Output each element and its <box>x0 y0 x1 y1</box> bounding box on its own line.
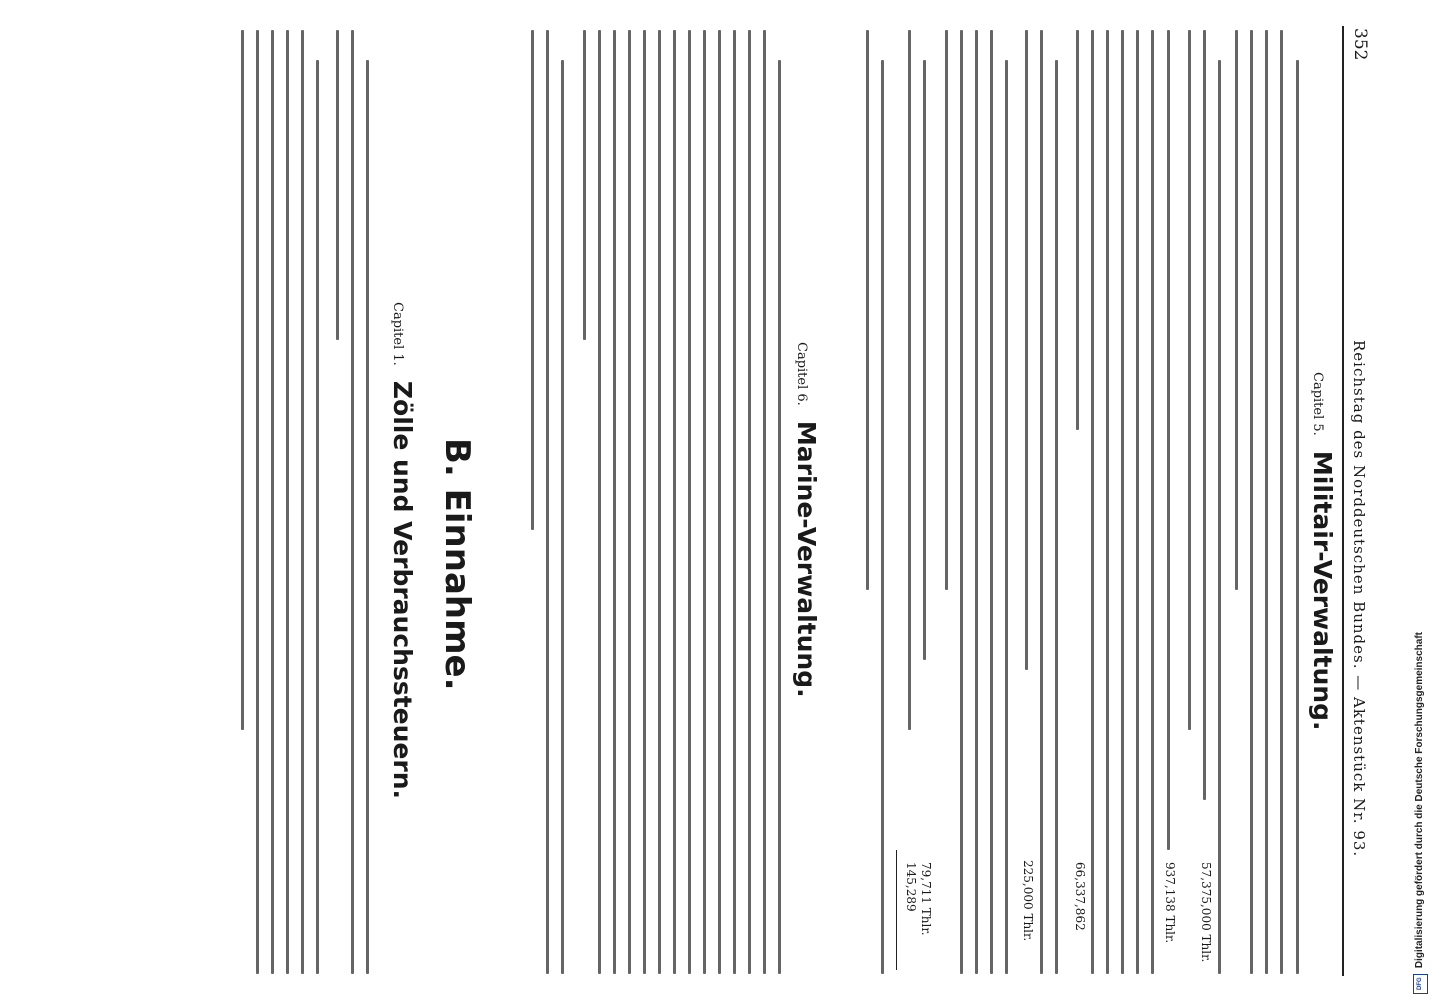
text-line <box>945 30 948 590</box>
text-line <box>316 60 319 974</box>
text-line <box>866 30 869 590</box>
running-head-title: Reichstag des Norddeutschen Bundes. — Aktenstück Nr. 93. <box>1350 340 1368 858</box>
text-line <box>960 30 963 974</box>
text-line <box>673 30 676 974</box>
text-line <box>1280 30 1283 974</box>
text-line <box>990 30 993 974</box>
text-line <box>531 30 534 530</box>
amount-a5: 79,711 Thlr. <box>919 862 933 936</box>
footer-credit-text: Digitalisierung gefördert durch die Deutsche Forschungsgemeinschaft <box>1414 631 1425 968</box>
footer-credit-strip <box>1410 0 1432 1000</box>
text-line <box>763 30 766 974</box>
amount-a6: 145,289 <box>904 862 918 912</box>
chapter-5-title: Militair-Verwaltung. <box>1308 450 1337 731</box>
page-number: 352 <box>1350 28 1370 61</box>
text-line <box>718 30 721 974</box>
chapter-1-title: Zölle und Verbrauchssteuern. <box>388 380 417 800</box>
amount-a4: 225,000 Thlr. <box>1021 860 1035 942</box>
amount-a2: 57,375,000 Thlr. <box>1199 862 1213 963</box>
sum-rule <box>896 850 897 970</box>
text-line <box>703 30 706 974</box>
chapter-6-heading <box>792 342 821 698</box>
text-line <box>1005 60 1008 974</box>
text-line <box>1203 30 1206 800</box>
text-line <box>546 30 549 974</box>
text-line <box>241 30 244 730</box>
text-line <box>881 60 884 974</box>
dfg-logo: DFG <box>1413 974 1428 994</box>
text-line <box>561 60 564 974</box>
header-rule <box>1342 26 1344 976</box>
text-line <box>1136 30 1139 974</box>
text-line <box>1076 30 1079 430</box>
text-line <box>688 30 691 974</box>
text-line <box>1265 30 1268 974</box>
chapter-5-label: Capitel 5. <box>1310 372 1325 436</box>
text-line <box>1167 30 1170 850</box>
text-line <box>1055 60 1058 974</box>
text-line <box>1121 30 1124 974</box>
text-line <box>1040 30 1043 974</box>
text-line <box>1025 30 1028 670</box>
text-line <box>733 30 736 974</box>
chapter-6-label: Capitel 6. <box>794 342 809 406</box>
text-line <box>1296 60 1299 974</box>
part-b-title: B. Einnahme. <box>437 438 477 691</box>
amount-a1: 937,138 Thlr. <box>1163 862 1177 944</box>
text-line <box>1091 30 1094 974</box>
text-line <box>1235 30 1238 590</box>
chapter-5-heading <box>1308 372 1337 731</box>
chapter-1-heading <box>388 302 417 799</box>
text-line <box>286 30 289 974</box>
text-line <box>778 60 781 974</box>
text-line <box>1151 30 1154 974</box>
text-line <box>1106 30 1109 974</box>
text-line <box>1250 30 1253 974</box>
text-line <box>748 30 751 974</box>
text-line <box>908 30 911 730</box>
text-line <box>366 60 369 974</box>
text-line <box>628 30 631 974</box>
amount-a3: 66,337,862 <box>1073 862 1087 931</box>
text-line <box>336 30 339 340</box>
text-line <box>256 30 259 974</box>
text-line <box>923 60 926 660</box>
text-line <box>658 30 661 974</box>
text-line <box>301 30 304 974</box>
text-line <box>643 30 646 974</box>
text-line <box>583 30 586 340</box>
chapter-1-label: Capitel 1. <box>390 302 405 366</box>
text-line <box>351 30 354 974</box>
text-line <box>1218 60 1221 974</box>
text-line <box>975 30 978 974</box>
text-line <box>271 30 274 974</box>
text-line <box>1188 30 1191 730</box>
text-line <box>613 30 616 974</box>
text-line <box>598 30 601 974</box>
chapter-6-title: Marine-Verwaltung. <box>792 420 821 698</box>
